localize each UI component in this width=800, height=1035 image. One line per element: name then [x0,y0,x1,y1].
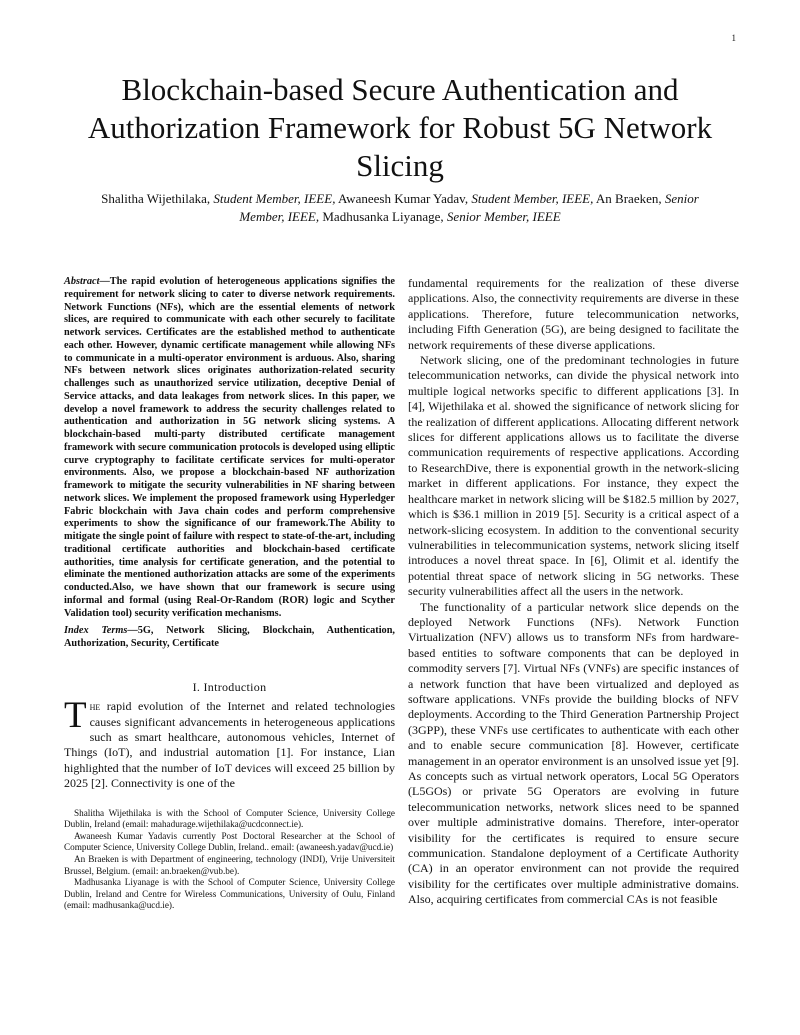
body-paragraph: fundamental requirements for the realization of these diverse applications. Also, the connectivity requirements are diverse in these applications. Therefore, future telecommunication networks, including Fifth Generation (5G), are being designed to facilitate the network requirements of these diverse applications. [408,276,739,352]
author-name: Shalitha Wijethilaka, [101,191,211,206]
left-column [64,276,395,912]
index-terms-text: —5G, Network Slicing, Blockchain, Authentication, Authorization, Security, Certificate [64,625,395,649]
author-name: Madhusanka Liyanage, [319,209,444,224]
paper-title: Blockchain-based Secure Authentication and Authorization Framework for Robust 5G Network Slicing [87,72,713,183]
author-name: Awaneesh Kumar Yadav, [335,191,469,206]
footnote: Madhusanka Liyanage is with the School of Computer Science, University College Dublin, Ireland and Centre for Wireless Communications, University of Oulu, Finland (email: madhusanka@ucd.ie). [64,877,395,911]
author-role: Senior Member, IEEE [443,209,561,224]
footnote: Awaneesh Kumar Yadavis currently Post Doctoral Researcher at the School of Computer Science, University College Dublin, Ireland.. email: (awaneesh.yadav@ucd.ie) [64,830,395,853]
body-paragraph: The functionality of a particular network slice depends on the deployed Network Functions (NFs). Network Function Virtualization (NFV) allows us to transform NFs from hardware-based entities to software components that can be deployed in commodity servers [7]. Virtual NFs (VNFs) are specific instances of a network function that have been virtualized and deployed as software applications. VNFs provide the building blocks of NFV deployments. According to the Third Generation Partnership Project (3GPP), these VNFs use certificates to authenticate with each other and to enable secure communication [8]. However, certificate management in an operator environment is an unsolved issue yet [9]. As concepts such as virtual network operators, Local 5G Operators (L5GOs) or private 5G Operators are evolving in future telecommunication networks, network slices need to be spanned over multiple administrative domains. Therefore, inter-operator visibility for the certificates is required to ensure secure communication. Standalone deployment of a Certificate Authority (CA) in an operator environment can not provide the required visibility for the certificates over multiple administrative domains. Also, acquiring certificates from commercial CAs is not feasible [408,599,739,907]
page-number: 1 [731,33,736,43]
author-footnotes [64,808,395,912]
intro-lead-word: he [89,699,101,714]
right-column [408,276,739,908]
footnote: An Braeken is with Department of engineering, technology (INDI), Vrije Universiteit Brussel, Belgium. (email: an.braeken@vub.be). [64,854,395,876]
author-role: Student Member, IEEE, [210,191,336,206]
index-terms-label: Index Terms [64,625,128,637]
abstract [64,276,395,620]
author-role: Senior Member, IEEE, [239,191,699,224]
body-paragraph: Network slicing, one of the predominant technologies in future telecommunication networks, can divide the physical network into multiple logical networks specific to different applications [3]. In [4], Wijethilaka et al. showed the significance of network slicing for the realization of different applications. Allocating different network slices for different applications allows us to facilitate the diverse communication requirements of respective applications. According to ResearchDive, there is exponential growth in the network-slicing market in different applications. For instance, they expect the healthcare market in network slicing will be $182.5 million by 2027, which is $36.1 million in 2019 [5]. Security is a critical aspect of a network-slicing ecosystem. In addition to the conventional security vulnerabilities in telecommunication systems, network slicing itself introduces a novel threat space. In [6], Olimit et al. identify the potential threat space of network slicing in 5G networks. These security vulnerabilities affect all the users in the network. [408,353,739,599]
drop-cap: T [64,695,87,737]
section-heading-introduction: I. Introduction [192,679,267,694]
author-list [100,190,700,226]
index-terms [64,625,395,651]
abstract-label: Abstract [64,276,100,287]
intro-paragraph [64,695,395,791]
author-name: An Braeken, [593,191,662,206]
author-role: Student Member, IEEE, [468,191,594,206]
intro-text: rapid evolution of the Internet and related technologies causes significant advancements in heterogeneous applications such as smart healthcare, autonomous vehicles, Internet of Things (IoT), and industrial automation [1]. For instance, Lian highlighted that the number of IoT devices will exceed 25 billion by 2025 [2]. Connectivity is one of the [64,699,395,791]
footnote: Shalitha Wijethilaka is with the School of Computer Science, University College Dublin, Ireland (email: mahadurage.wijethilaka@ucdconnect.ie). [64,807,395,830]
abstract-text: —The rapid evolution of heterogeneous applications signifies the requirement for network slicing to cater to diverse network requirements. Network Functions (NFs), which are the essential elements of network slices, are required to communicate with each other securely to facilitate network services. Certificates are the established method to authenticate each other. However, dynamic certificate management while allowing NFs to communicate in a multi-operator environment is arduous. Also, sharing NFs between network slices originates authorization-related security challenges such as unauthorized service utilization, deceptive Denial of Service attacks, and data leakages from network slices. In this paper, we develop a novel framework to address the security challenges related to authentication and authorization in 5G network slicing systems. A blockchain-based multi-party distributed certificate management framework with secure communication protocols is developed using elliptic curve cryptography to facilitate certificate services for multi-operator environments. Also, we propose a blockchain-based NF authorization framework to mitigate the security vulnerabilities in NF sharing between network slices. We implement the proposed framework using Hyperledger Fabric blockchain with Java chain codes and perform comprehensive experiments to show the significance of our framework.The Ability to mitigate the single point of failure with respect to state-of-the-art, including traditional certificate authorities and blockchain-based certificate authorities, time analysis for certificate generation, and the potential to eliminate the mentioned authorization attacks are some of the experiments conducted.Also, we have shown that our framework is secure using informal and formal (using Real-Or-Random (ROR) logic and Scyther Validation tool) security verification mechanisms. [64,276,395,619]
